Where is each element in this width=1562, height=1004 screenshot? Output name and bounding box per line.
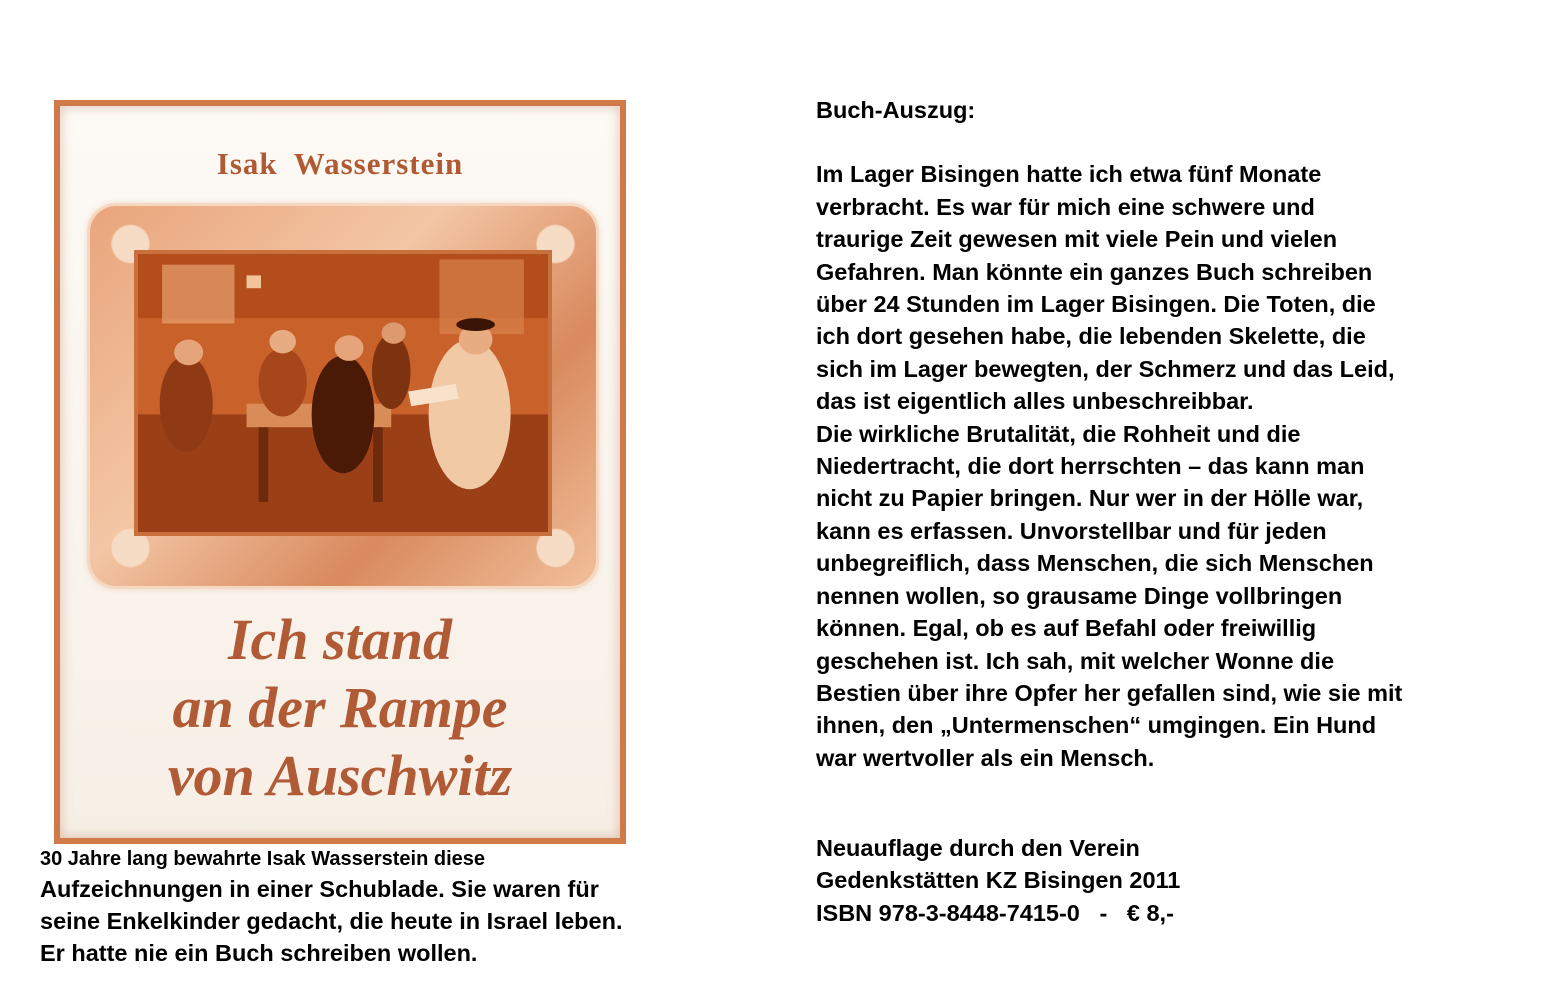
cover-title-line: von Auschwitz: [167, 743, 513, 808]
excerpt-line: verbracht. Es war für mich eine schwere und: [816, 193, 1315, 220]
cover-title-line: an der Rampe: [172, 675, 508, 740]
excerpt-line: ich dort gesehen habe, die lebenden Skelette, die: [816, 323, 1366, 350]
publisher-line: Gedenkstätten KZ Bisingen 2011: [816, 867, 1181, 894]
cover-author: Isak Wasserstein: [216, 146, 464, 181]
excerpt-line: Die wirkliche Brutalität, die Rohheit und die: [816, 420, 1301, 447]
caption-line: Aufzeichnungen in einer Schublade. Sie waren für: [40, 876, 599, 902]
painting-illustration: [138, 254, 548, 532]
excerpt-line: nennen wollen, so grausame Dinge vollbringen: [816, 582, 1343, 609]
excerpt-line: unbegreiflich, dass Menschen, die sich Menschen: [816, 550, 1374, 577]
excerpt-line: geschehen ist. Ich sah, mit welcher Wonne die: [816, 647, 1335, 674]
cover-title: [60, 606, 620, 810]
caption-line: seine Enkelkinder gedacht, die heute in Israel leben.: [40, 908, 623, 934]
caption-line: Er hatte nie ein Buch schreiben wollen.: [40, 940, 478, 966]
cover-title-line: Ich stand: [227, 607, 452, 672]
excerpt-line: das ist eigentlich alles unbeschreibbar.: [816, 388, 1254, 415]
excerpt-heading: Buch-Auszug:: [816, 97, 976, 123]
cover-painting: [134, 250, 552, 536]
excerpt-line: war wertvoller als ein Mensch.: [816, 744, 1155, 771]
excerpt-line: ihnen, den „Untermenschen“ umgingen. Ein Hund: [816, 712, 1377, 739]
cover-caption: [40, 847, 760, 969]
isbn-price: ISBN 978-3-8448-7415-0 - € 8,-: [816, 899, 1174, 926]
ornate-frame: [90, 206, 596, 586]
book-cover-image: [54, 100, 626, 844]
excerpt-line: können. Egal, ob es auf Befahl oder freiwillig: [816, 615, 1317, 642]
excerpt-line: sich im Lager bewegten, der Schmerz und das Leid,: [816, 355, 1395, 382]
book-excerpt: [816, 94, 1536, 774]
excerpt-line: traurige Zeit gewesen mit viele Pein und vielen: [816, 226, 1338, 253]
excerpt-line: kann es erfassen. Unvorstellbar und für jeden: [816, 517, 1327, 544]
excerpt-line: nicht zu Papier bringen. Nur wer in der Hölle war,: [816, 485, 1364, 512]
excerpt-line: Niedertracht, die dort herrschten – das kann man: [816, 453, 1365, 480]
publisher-info: [816, 832, 1180, 929]
excerpt-line: über 24 Stunden im Lager Bisingen. Die Toten, die: [816, 291, 1376, 318]
excerpt-line: Im Lager Bisingen hatte ich etwa fünf Monate: [816, 161, 1322, 188]
excerpt-line: Gefahren. Man könnte ein ganzes Buch schreiben: [816, 258, 1373, 285]
caption-body: [40, 873, 760, 969]
caption-first-line: 30 Jahre lang bewahrte Isak Wasserstein diese: [40, 848, 486, 870]
publisher-line: Neuauflage durch den Verein: [816, 835, 1140, 861]
excerpt-line: Bestien über ihre Opfer her gefallen sind, wie sie mit: [816, 679, 1403, 706]
cover-face: [60, 106, 620, 838]
